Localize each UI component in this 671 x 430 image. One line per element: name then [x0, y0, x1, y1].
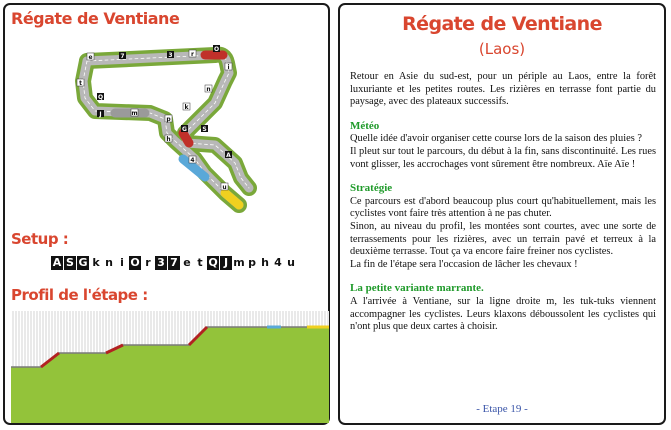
description-title: Régate de Ventiane [402, 13, 602, 35]
track-label-n: n [206, 85, 211, 93]
track-label-e: e [88, 53, 93, 61]
track-label-J: J [99, 110, 102, 118]
track-label-7: 7 [120, 52, 125, 60]
setup-chips [51, 256, 297, 270]
track-label-4: 4 [190, 156, 195, 164]
setup-chip: h [259, 256, 271, 270]
setup-chip: 7 [168, 256, 180, 270]
stage-number: - Etape 19 - [476, 403, 528, 415]
track-map [65, 33, 265, 213]
stage-title: Régate de Ventiane [11, 9, 180, 28]
setup-chip: G [78, 256, 88, 269]
setup-chip: n [103, 256, 115, 270]
variante-text: A l'arrivée à Ventiane, sur la ligne droite m, les tuk-tuks viennent accompagner les cyclistes. Leurs klaxons déboussolent les cyclistes qui n'ont plus que deux cartes à choisir. [350, 295, 656, 333]
track-label-3: 3 [168, 51, 173, 59]
strategie-text-2: Sinon, au niveau du profil, les montées sont courtes, avec une sorte de terrassements pour les rizières, avec un terrain pavé et terreux à la deuxième terrasse. Tout ça va encore faire freiner nos cyclistes. [350, 220, 656, 258]
setup-chip: S [64, 256, 76, 270]
setup-chip: p [246, 256, 258, 270]
setup-chip: O [130, 256, 140, 269]
setup-chip: 3 [155, 256, 167, 270]
setup-chip: A [52, 256, 62, 269]
strategie-text-1: Ce parcours est d'abord beaucoup plus court qu'habituellement, mais les cyclistes vont faire très attention à ne pas chuter. [350, 195, 656, 220]
track-label-p: p [166, 115, 171, 123]
meteo-text-1: Quelle idée d'avoir organiser cette course lors de la saison des pluies ? [350, 133, 642, 145]
variante-heading: La petite variante marrante. [350, 282, 484, 295]
setup-title: Setup : [11, 230, 69, 248]
setup-chip: 4 [272, 256, 284, 270]
track-label-m: m [131, 109, 138, 117]
meteo-heading: Météo [350, 119, 380, 132]
setup-chip: e [181, 256, 193, 270]
description-body [350, 71, 656, 334]
track-label-S: S [202, 125, 207, 133]
left-panel [3, 3, 330, 425]
setup-chip: u [285, 256, 297, 270]
track-label-i: i [227, 63, 230, 71]
setup-chip: t [194, 256, 206, 270]
setup-chip: Q [208, 256, 218, 269]
track-label-h: h [166, 135, 171, 143]
description-subtitle: (Laos) [478, 40, 526, 58]
track-label-t: t [79, 79, 82, 87]
track-label-k: k [184, 103, 189, 111]
intro-text: Retour en Asie du sud-est, pour un périple au Laos, entre la forêt luxuriante et les petites routes. Les rizières en terrasse font partie du paysage, avec des plateaux successifs. [350, 71, 656, 108]
track-label-u: u [222, 183, 227, 191]
track-label-A: A [226, 151, 231, 159]
setup-chip: i [116, 256, 128, 270]
setup-chip: m [233, 256, 245, 269]
stage-profile [11, 311, 329, 423]
track-label-r: r [191, 50, 194, 58]
meteo-text-2: Il pleut sur tout le parcours, du début à la fin, sans discontinuité. Les rues vont glisser, les accrochages vont sûrement être nombreux. Aïe Aïe ! [350, 145, 656, 170]
right-panel [338, 3, 666, 425]
track-label-O: O [213, 45, 220, 53]
track-label-G: G [182, 125, 187, 133]
setup-chip: r [142, 256, 154, 270]
strategie-text-3: La fin de l'étape sera l'occasion de lâcher les chevaux ! [350, 258, 578, 270]
profile-title: Profil de l'étape : [11, 286, 148, 304]
setup-chip: k [90, 256, 102, 270]
setup-chip: J [220, 256, 232, 270]
track-label-Q: Q [97, 93, 104, 101]
strategie-heading: Stratégie [350, 182, 393, 195]
